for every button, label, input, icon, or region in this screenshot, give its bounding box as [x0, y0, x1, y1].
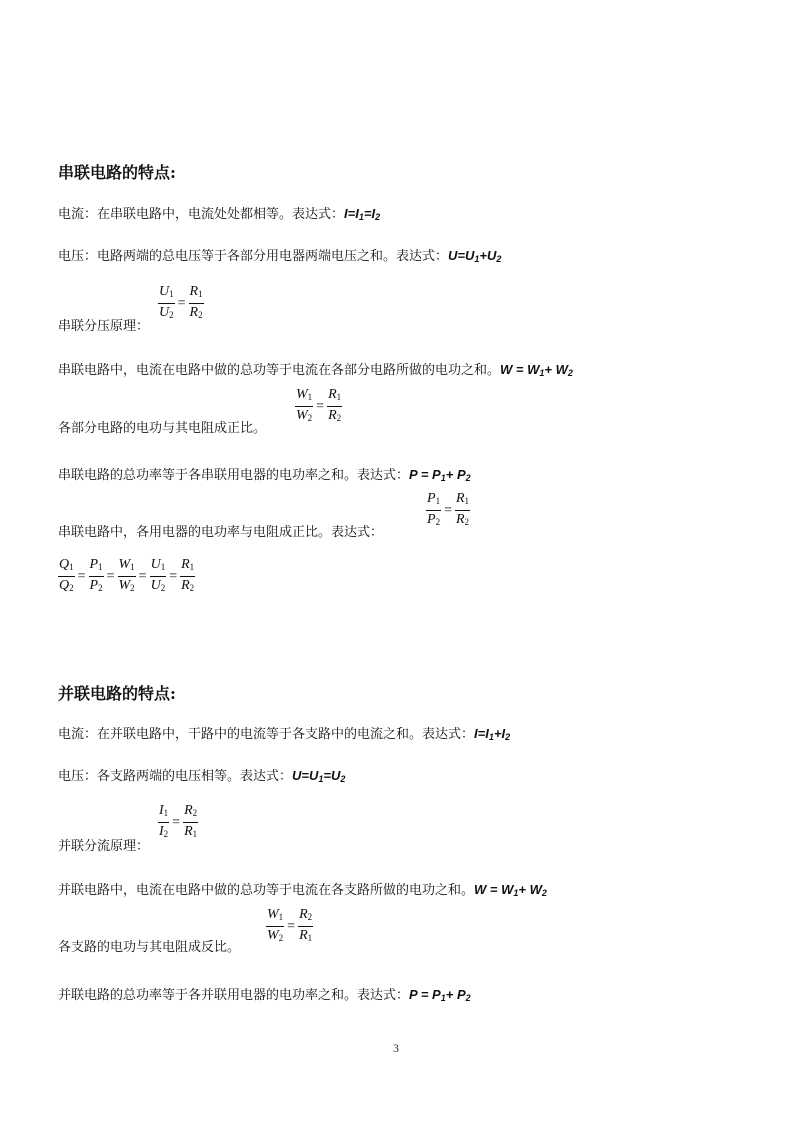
parallel-current-line [58, 723, 510, 742]
series-work-formula: $W = W_1+ W_2$ [500, 362, 573, 378]
series-voltage-line [58, 245, 501, 264]
page-number: 3 [393, 1041, 399, 1055]
parallel-work-ratio-formula: $\frac{W_1}{W_2}$ = $\frac{R_2}{R_1}$ [267, 907, 313, 943]
series-power-ratio-text: 串联电路中，各用电器的电功率与电阻成正比。表达式： [58, 525, 384, 540]
parallel-divider-label: 并联分流原理： [58, 839, 150, 854]
series-heading: 串联电路的特点: [58, 163, 176, 182]
series-power-ratio-formula: $\frac{P_1}{P_2}$ = $\frac{R_1}{R_2}$ [427, 491, 470, 527]
parallel-current-formula: $I=I_1+I_2$ [474, 726, 511, 742]
parallel-voltage-text: 电压：各支路两端的电压相等。表达式： [58, 769, 293, 784]
series-combined-ratio-formula: $\frac{Q_1}{Q_2}$ = $\frac{P_1}{P_2}$ = $\frac{W_1}{W_2}$ = $\frac{U_1}{U_2}$ = $\frac{R_1}{R_2}$ [59, 557, 195, 593]
series-divider-formula: $\frac{U_1}{U_2}$ = $\frac{R_1}{R_2}$ [159, 284, 203, 320]
series-current-line [58, 203, 380, 222]
series-work-line [58, 359, 573, 378]
parallel-divider-formula: $\frac{I_1}{I_2}$ = $\frac{R_2}{R_1}$ [159, 803, 198, 839]
series-current-text: 电流：在串联电路中，电流处处都相等。表达式： [58, 207, 345, 222]
parallel-power-formula: $P = P_1+ P_2$ [409, 987, 471, 1003]
parallel-work-ratio-text: 各支路的电功与其电阻成反比。 [58, 940, 241, 955]
parallel-work-text: 并联电路中，电流在电路中做的总功等于电流在各支路所做的电功之和。 [58, 883, 475, 898]
parallel-current-text: 电流：在并联电路中，干路中的电流等于各支路中的电流之和。表达式： [58, 727, 475, 742]
parallel-power-text: 并联电路的总功率等于各并联用电器的电功率之和。表达式： [58, 988, 410, 1003]
series-voltage-formula: $U=U_1+U_2$ [448, 248, 502, 264]
series-power-formula: $P = P_1+ P_2$ [409, 467, 471, 483]
series-power-line [58, 464, 471, 483]
series-work-ratio-text: 各部分电路的电功与其电阻成正比。 [58, 421, 267, 436]
parallel-voltage-line [58, 765, 345, 784]
parallel-work-formula: $W = W_1+ W_2$ [474, 882, 547, 898]
parallel-heading: 并联电路的特点: [58, 684, 176, 703]
parallel-voltage-formula: $U=U_1=U_2$ [292, 768, 346, 784]
series-voltage-text: 电压：电路两端的总电压等于各部分用电器两端电压之和。表达式： [58, 249, 449, 264]
series-work-ratio-formula: $\frac{W_1}{W_2}$ = $\frac{R_1}{R_2}$ [296, 387, 342, 423]
parallel-power-line [58, 984, 471, 1003]
series-divider-label: 串联分压原理： [58, 319, 150, 334]
series-power-text: 串联电路的总功率等于各串联用电器的电功率之和。表达式： [58, 468, 410, 483]
series-current-formula: $I=I_1=I_2$ [344, 206, 381, 222]
series-work-text: 串联电路中，电流在电路中做的总功等于电流在各部分电路所做的电功之和。 [58, 363, 501, 378]
parallel-work-line [58, 879, 547, 898]
